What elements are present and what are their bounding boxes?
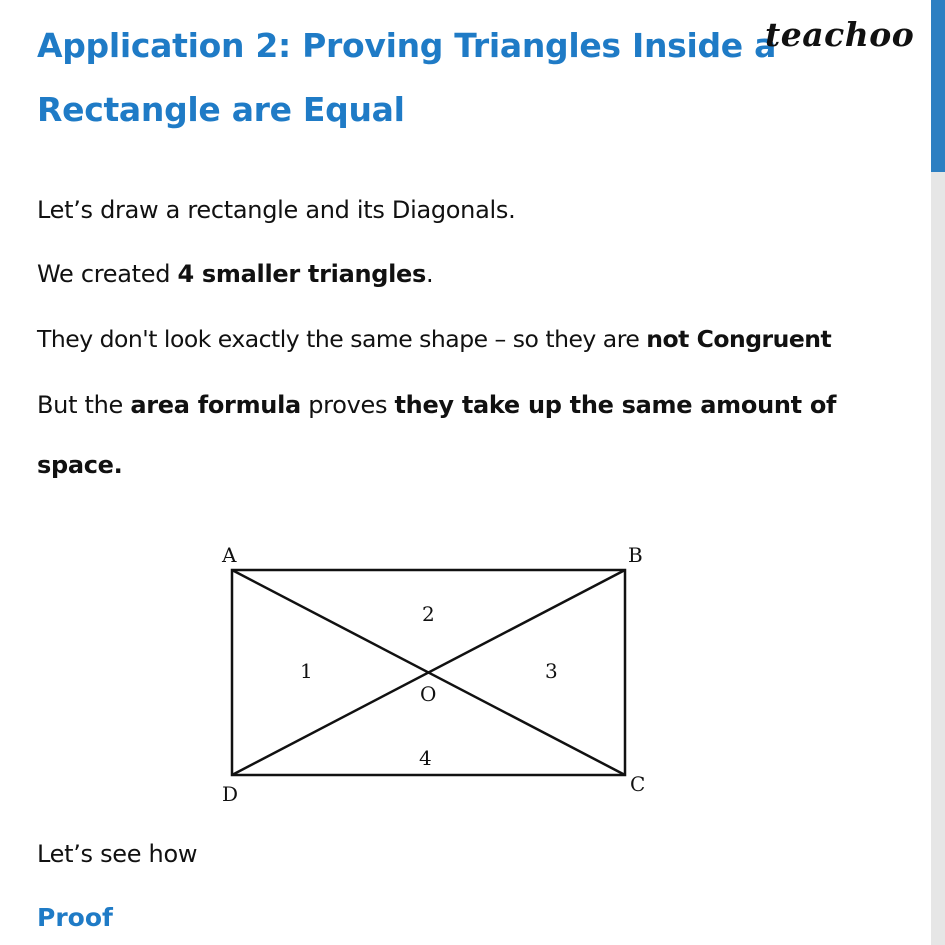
proof-heading: Proof	[37, 903, 113, 932]
scrollbar-thumb[interactable]	[931, 0, 945, 172]
p5-bold-space: space.	[37, 451, 123, 479]
paragraph-lets-see-how: Let’s see how	[37, 840, 198, 868]
teachoo-logo[interactable]: teachoo	[765, 15, 915, 54]
p4-bold-same-amount: they take up the same amount of	[394, 391, 837, 419]
vertex-label-b: B	[628, 543, 643, 567]
triangle-label-2: 2	[422, 602, 435, 626]
vertex-label-d: D	[222, 782, 239, 806]
p2-bold-four-triangles: 4 smaller triangles	[177, 260, 427, 288]
triangle-label-4: 4	[419, 746, 432, 770]
paragraph-space	[37, 453, 122, 477]
paragraph-four-triangles	[37, 262, 433, 286]
p2-text-after: .	[426, 260, 434, 288]
paragraph-not-congruent	[37, 325, 832, 353]
triangle-label-1: 1	[300, 659, 313, 683]
page-title-line-1: Application 2: Proving Triangles Inside a	[37, 26, 777, 65]
vertex-label-a: A	[222, 543, 237, 567]
p3-bold-not-congruent: not Congruent	[646, 325, 832, 353]
p4-text-before: But the	[37, 391, 131, 419]
page-title-line-2: Rectangle are Equal	[37, 90, 405, 129]
p3-text-before: They don't look exactly the same shape – so they are	[37, 325, 647, 353]
center-label-o: O	[420, 682, 437, 706]
p2-text-before: We created	[37, 260, 178, 288]
paragraph-draw-rectangle: Let’s draw a rectangle and its Diagonals.	[37, 196, 516, 224]
rectangle-diagonals-figure	[210, 535, 670, 810]
p4-bold-area-formula: area formula	[130, 391, 301, 419]
vertex-label-c: C	[630, 772, 646, 796]
triangle-label-3: 3	[545, 659, 558, 683]
paragraph-area-formula	[37, 393, 836, 417]
p4-text-middle: proves	[300, 391, 395, 419]
